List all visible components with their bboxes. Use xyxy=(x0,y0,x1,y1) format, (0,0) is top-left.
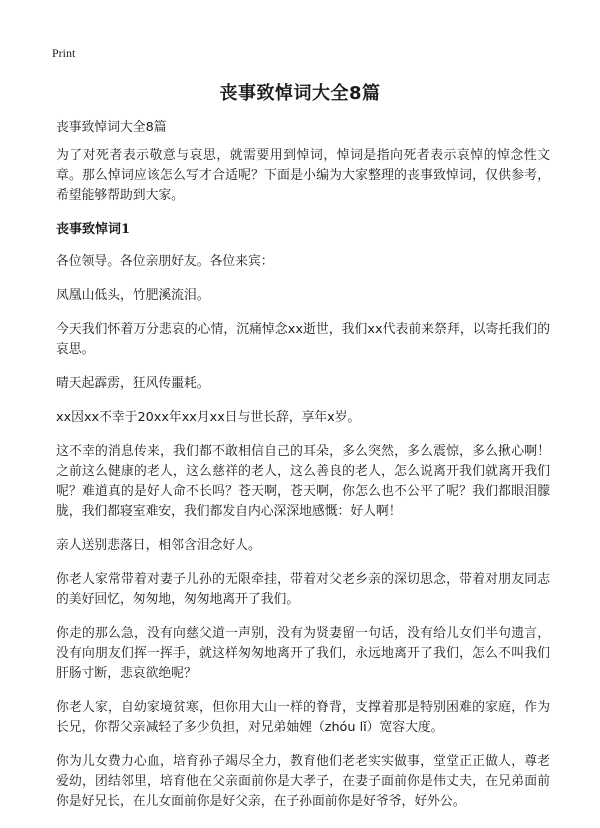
paragraph: 凤凰山低头，竹肥溪流泪。 xyxy=(56,288,210,303)
paragraph: 你走的那么急，没有向慈父道一声别，没有为贤妻留一句话，没有给儿女们半句遗言，没有向朋友们挥一挥手，就这样匆匆地离开了我们，永远地离开了我们，怎么不叫我们肝肠寸断，悲哀欲绝呢？ xyxy=(56,626,550,681)
paragraph: 今天我们怀着万分悲哀的心情，沉痛悼念xx逝世，我们xx代表前来祭拜，以寄托我们的哀思。 xyxy=(56,322,550,357)
document-title: 丧事致悼词大全8篇 xyxy=(219,83,381,104)
print-link[interactable]: Print xyxy=(52,46,76,60)
document-body xyxy=(56,118,550,826)
paragraph: 你为儿女费力心血，培育孙子竭尽全力，教育他们老老实实做事，堂堂正正做人，尊老爱幼，团结邻里，培育他在父亲面前你是大孝子，在妻子面前你是伟丈夫，在兄弟面前你是好兄长，在儿女面前你是好父亲，在子孙面前你是好爷爷，好外公。 xyxy=(56,754,550,809)
paragraph: 你老人家常带着对妻子儿孙的无限牵挂，带着对父老乡亲的深切思念，带着对朋友同志的美好回忆，匆匆地，匆匆地离开了我们。 xyxy=(56,572,550,607)
paragraph: 你老人家，自幼家境贫寒，但你用大山一样的脊背，支撑着那是特别困难的家庭，作为长兄，你帮父亲减轻了多少负担，对兄弟妯娌（zhóu lǐ）宽容大度。 xyxy=(56,700,550,735)
intro-paragraph: 为了对死者表示敬意与哀思，就需要用到悼词，悼词是指向死者表示哀悼的悼念性文章。那么悼词应该怎么写才合适呢？下面是小编为大家整理的丧事致悼词，仅供参考，希望能够帮助到大家。 xyxy=(56,148,550,203)
section-heading: 丧事致悼词1 xyxy=(56,222,131,237)
paragraph-greeting: 各位领导。各位亲朋好友。各位来宾： xyxy=(56,254,274,269)
document-subtitle: 丧事致悼词大全8篇 xyxy=(56,120,167,135)
paragraph: xx因xx不幸于20xx年xx月xx日与世长辞，享年x岁。 xyxy=(56,410,361,425)
paragraph: 晴天起霹雳，狂风传噩耗。 xyxy=(56,376,210,391)
paragraph: 亲人送别悲落日，相邻含泪念好人。 xyxy=(56,538,261,553)
paragraph: 这不幸的消息传来，我们都不敢相信自己的耳朵，多么突然，多么震惊，多么揪心啊！之前这么健康的老人，这么慈祥的老人，这么善良的老人，怎么说离开我们就离开我们呢？难道真的是好人命不长吗？苍天啊，苍天啊，你怎么也不公平了呢？我们都眼泪朦胧，我们都寝室难安，我们都发自内心深深地感慨：好人啊！ xyxy=(56,444,550,519)
